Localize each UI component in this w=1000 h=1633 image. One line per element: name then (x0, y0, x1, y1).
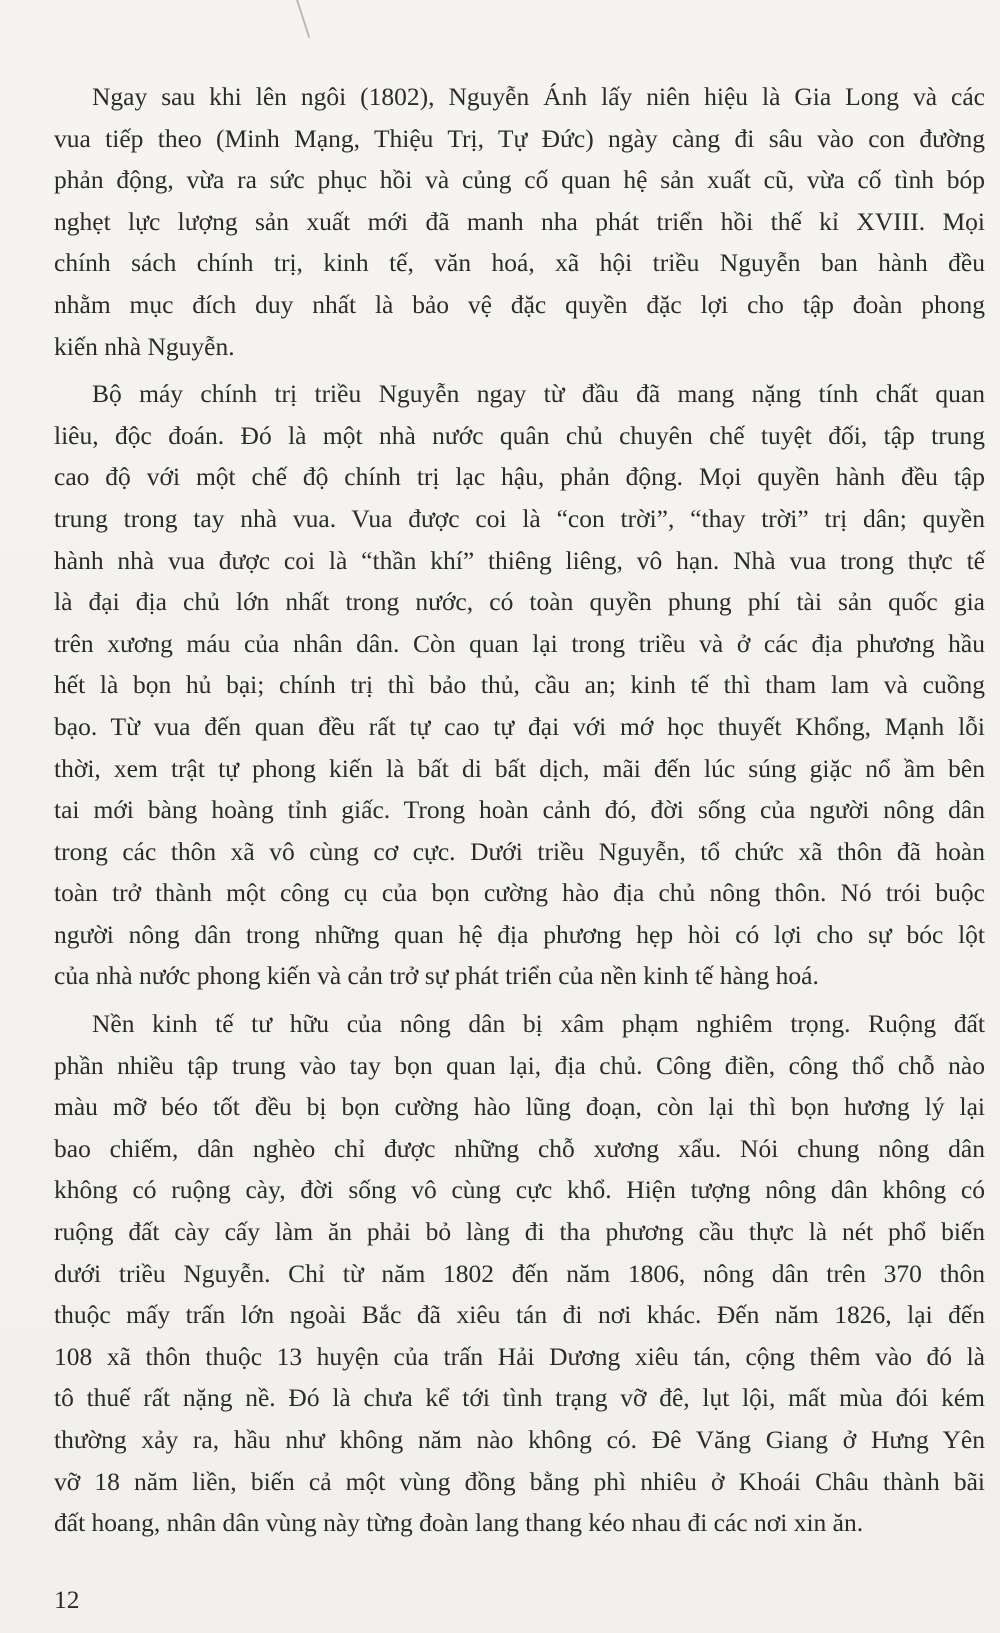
text-line: cao độ với một chế độ chính trị lạc hậu, phản động. Mọi quyền hành đều tập (54, 462, 985, 492)
text-line: liêu, độc đoán. Đó là một nhà nước quân chủ chuyên chế tuyệt đối, tập trung (54, 420, 985, 450)
text-line: kiến nhà Nguyễn. (54, 331, 235, 361)
text-line: nghẹt lực lượng sản xuất mới đã manh nha phát triển hồi thế kỉ XVIII. Mọi (54, 206, 985, 236)
text-line: tô thuế rất nặng nề. Đó là chưa kể tới tình trạng vỡ đê, lụt lội, mất mùa đói kém (54, 1383, 985, 1413)
paragraph-1 (54, 76, 985, 367)
text-line: phần nhiều tập trung vào tay bọn quan lại, địa chủ. Công điền, công thổ chỗ nào (54, 1050, 985, 1080)
text-line: thời, xem trật tự phong kiến là bất di bất dịch, mãi đến lúc súng giặc nổ ầm bên (54, 753, 985, 783)
paragraph-2 (54, 373, 985, 997)
text-line: Ngay sau khi lên ngôi (1802), Nguyễn Ánh lấy niên hiệu là Gia Long và các (92, 82, 985, 111)
text-line: trung trong tay nhà vua. Vua được coi là “con trời”, “thay trời” trị dân; quyền (54, 503, 985, 533)
text-line: trên xương máu của nhân dân. Còn quan lại trong triều và ở các địa phương hầu (54, 628, 985, 658)
text-line: thường xảy ra, hầu như không năm nào không có. Đê Văng Giang ở Hưng Yên (54, 1425, 985, 1454)
text-line: toàn trở thành một công cụ của bọn cường hào địa chủ nông thôn. Nó trói buộc (54, 878, 985, 908)
text-line: của nhà nước phong kiến và cản trở sự phát triển của nền kinh tế hàng hoá. (54, 961, 819, 991)
text-line: không có ruộng cày, đời sống vô cùng cực khổ. Hiện tượng nông dân không có (54, 1175, 985, 1205)
text-line: bao chiếm, dân nghèo chỉ được những chỗ xương xẩu. Nói chung nông dân (54, 1133, 985, 1163)
text-line: vua tiếp theo (Minh Mạng, Thiệu Trị, Tự Đức) ngày càng đi sâu vào con đường (54, 123, 985, 153)
text-line: hết là bọn hủ bại; chính trị thì bảo thủ, cầu an; kinh tế thì tham lam và cuồng (54, 670, 985, 700)
text-line: người nông dân trong những quan hệ địa phương hẹp hòi có lợi cho sự bóc lột (54, 919, 985, 949)
text-line: nhằm mục đích duy nhất là bảo vệ đặc quyền đặc lợi cho tập đoàn phong (54, 289, 985, 319)
paragraph-3 (54, 1003, 985, 1544)
text-line: vỡ 18 năm liền, biến cả một vùng đồng bằng phì nhiêu ở Khoái Châu thành bãi (54, 1466, 985, 1496)
text-line: hành nhà vua được coi là “thần khí” thiêng liêng, vô hạn. Nhà vua trong thực tế (54, 545, 985, 575)
page-number: 12 (54, 1585, 80, 1614)
text-line: đất hoang, nhân dân vùng này từng đoàn lang thang kéo nhau đi các nơi xin ăn. (54, 1508, 864, 1538)
text-line: trong các thôn xã vô cùng cơ cực. Dưới triều Nguyễn, tổ chức xã thôn đã hoàn (54, 836, 985, 866)
text-line: dưới triều Nguyễn. Chỉ từ năm 1802 đến năm 1806, nông dân trên 370 thôn (54, 1258, 985, 1288)
text-line: ruộng đất cày cấy làm ăn phải bỏ làng đi tha phương cầu thực là nét phổ biến (54, 1217, 985, 1247)
text-line: Nền kinh tế tư hữu của nông dân bị xâm phạm nghiêm trọng. Ruộng đất (92, 1009, 985, 1039)
text-line: 108 xã thôn thuộc 13 huyện của trấn Hải Dương xiêu tán, cộng thêm vào đó là (54, 1341, 985, 1371)
text-line: chính sách chính trị, kinh tế, văn hoá, xã hội triều Nguyễn ban hành đều (54, 248, 985, 278)
text-line: Bộ máy chính trị triều Nguyễn ngay từ đầu đã mang nặng tính chất quan (92, 379, 985, 409)
text-line: thuộc mấy trấn lớn ngoài Bắc đã xiêu tán đi nơi khác. Đến năm 1826, lại đến (54, 1300, 985, 1330)
text-line: màu mỡ béo tốt đều bị bọn cường hào lũng đoạn, còn lại thì bọn hương lý lại (54, 1092, 985, 1122)
page-edge-mark (296, 0, 310, 38)
text-line: tai mới bàng hoàng tỉnh giấc. Trong hoàn cảnh đó, đời sống của người nông dân (54, 795, 985, 825)
text-line: bạo. Từ vua đến quan đều rất tự cao tự đại với mớ học thuyết Khổng, Mạnh lỗi (54, 711, 985, 741)
text-line: là đại địa chủ lớn nhất trong nước, có toàn quyền phung phí tài sản quốc gia (54, 587, 985, 617)
body-text (54, 76, 985, 1550)
text-line: phản động, vừa ra sức phục hồi và củng cố quan hệ sản xuất cũ, vừa cố tình bóp (54, 165, 985, 195)
